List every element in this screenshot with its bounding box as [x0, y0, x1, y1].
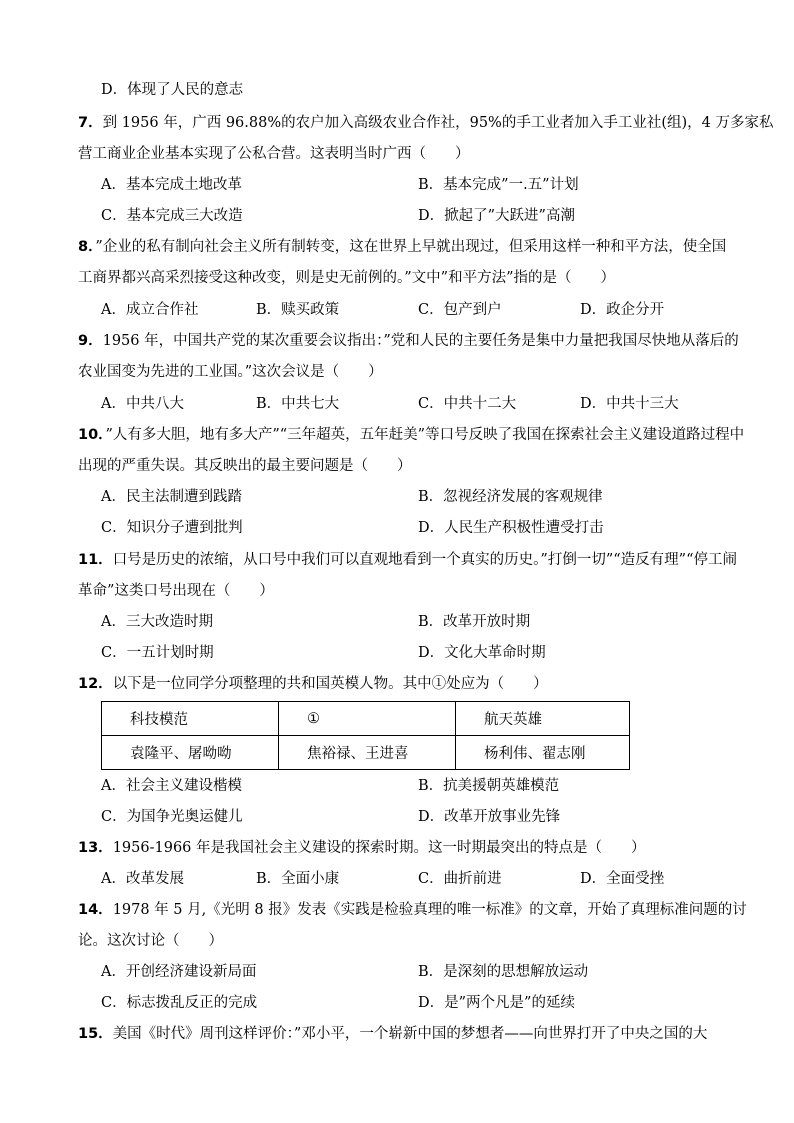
- question-text: 口号是历史的浓缩，从口号中我们可以直观地看到一个真实的历史。”打倒一切”“造反有理”“停工闹: [112, 552, 737, 568]
- question-14: [78, 900, 747, 920]
- option-b: B．改革开放时期: [418, 614, 531, 630]
- table-row: [102, 736, 630, 770]
- table-cell: 科技模范: [102, 702, 279, 736]
- option-d: D．人民生产积极性遭受打击: [418, 520, 604, 536]
- question-number: 7．: [78, 115, 103, 131]
- question-9: [78, 331, 739, 351]
- option-b: B．是深刻的思想解放运动: [418, 964, 589, 980]
- question-number: 9．: [78, 333, 103, 349]
- option-d: D．改革开放事业先锋: [418, 809, 561, 825]
- option-c: C．为国争光奥运健儿: [101, 809, 243, 825]
- question-14-cont: 论。这次讨论（ ）: [78, 933, 223, 949]
- option-c: C．包产到户: [418, 302, 502, 318]
- question-number: 12．: [78, 676, 113, 692]
- question-text: ”人有多大胆，地有多大产”“三年超英，五年赶美”等口号反映了我国在探索社会主义建设道路过程中: [105, 427, 745, 443]
- option-a: A．成立合作社: [101, 302, 199, 318]
- option-c: C．中共十二大: [418, 396, 517, 412]
- question-8-cont: 工商界都兴高采烈接受这种改变，则是史无前例的。”文中”和平方法”指的是（ ）: [78, 270, 615, 286]
- question-number: 10．: [78, 427, 106, 443]
- option-a: A．基本完成土地改革: [101, 177, 242, 193]
- option-d: D．是”两个凡是”的延续: [418, 995, 575, 1011]
- option-a: A．中共八大: [101, 396, 184, 412]
- table-cell: 杨利伟、翟志刚: [456, 736, 630, 770]
- question-text: 以下是一位同学分项整理的共和国英模人物。其中①处应为（ ）: [112, 676, 548, 692]
- question-7: [78, 113, 774, 133]
- option-a: A．社会主义建设楷模: [101, 778, 242, 794]
- option-c: C．基本完成三大改造: [101, 208, 243, 224]
- option-d: D．文化大革命时期: [418, 645, 546, 661]
- option-c: C．一五计划时期: [101, 645, 214, 661]
- table-cell: 航天英雄: [456, 702, 630, 736]
- question-12: [78, 674, 548, 694]
- option-c: C．曲折前进: [418, 871, 502, 887]
- question-10-cont: 出现的严重失误。其反映出的最主要问题是（ ）: [78, 458, 412, 474]
- question-text: ”企业的私有制向社会主义所有制转变，这在世界上早就出现过，但采用这样一种和平方法，使全国: [95, 239, 727, 255]
- option-a: A．改革发展: [101, 871, 184, 887]
- question-text: 1978 年 5 月,《光明 8 报》发表《实践是检验真理的唯一标准》的文章，开始了真理标准问题的讨: [112, 902, 747, 918]
- question-text: 1956-1966 年是我国社会主义建设的探索时期。这一时期最突出的特点是（ ）: [112, 840, 646, 856]
- question-number: 14．: [78, 902, 113, 918]
- table-cell: 袁隆平、屠呦呦: [102, 736, 279, 770]
- question-number: 8．: [78, 239, 96, 255]
- option-b: B．中共七大: [256, 396, 340, 412]
- question-15: [78, 1024, 707, 1044]
- question-number: 15．: [78, 1026, 113, 1042]
- question-9-cont: 农业国变为先进的工业国。”这次会议是（ ）: [78, 364, 383, 380]
- option-b: B．忽视经济发展的客观规律: [418, 489, 603, 505]
- option-a: A．民主法制遭到践踏: [101, 489, 242, 505]
- hero-table: [101, 701, 630, 770]
- option-c: C．标志拨乱反正的完成: [101, 995, 258, 1011]
- option-d: D．掀起了”大跃进”高潮: [418, 208, 575, 224]
- question-text: 到 1956 年，广西 96.88%的农户加入高级农业合作社，95%的手工业者加入手工业社(组)，4 万多家私: [102, 115, 774, 131]
- option-d: D．政企分开: [580, 302, 665, 318]
- question-13: [78, 838, 646, 858]
- question-8: [78, 237, 726, 257]
- option-b: B．全面小康: [256, 871, 340, 887]
- question-10: [78, 425, 744, 445]
- q6-option-d: D．体现了人民的意志: [101, 82, 244, 98]
- option-b: B．抗美援朝英雄模范: [418, 778, 560, 794]
- option-c: C．知识分子遭到批判: [101, 520, 243, 536]
- question-11-cont: 革命”这类口号出现在（ ）: [78, 583, 274, 599]
- option-b: B．基本完成”一.五”计划: [418, 177, 579, 193]
- question-number: 11．: [78, 552, 113, 568]
- question-number: 13．: [78, 840, 113, 856]
- option-d: D．全面受挫: [580, 871, 665, 887]
- question-11: [78, 550, 737, 570]
- table-row: [102, 702, 630, 736]
- option-a: A．三大改造时期: [101, 614, 213, 630]
- table-cell: ①: [279, 702, 456, 736]
- option-b: B．赎买政策: [256, 302, 340, 318]
- option-d: D．中共十三大: [580, 396, 679, 412]
- table-cell: 焦裕禄、王进喜: [279, 736, 456, 770]
- question-text: 美国《时代》周刊这样评价：”邓小平，一个崭新中国的梦想者——向世界打开了中央之国的大: [112, 1026, 708, 1042]
- question-7-cont: 营工商业企业基本实现了公私合营。这表明当时广西（ ）: [78, 146, 470, 162]
- question-text: 1956 年，中国共产党的某次重要会议指出：”党和人民的主要任务是集中力量把我国尽快地从落后的: [102, 333, 739, 349]
- option-a: A．开创经济建设新局面: [101, 964, 257, 980]
